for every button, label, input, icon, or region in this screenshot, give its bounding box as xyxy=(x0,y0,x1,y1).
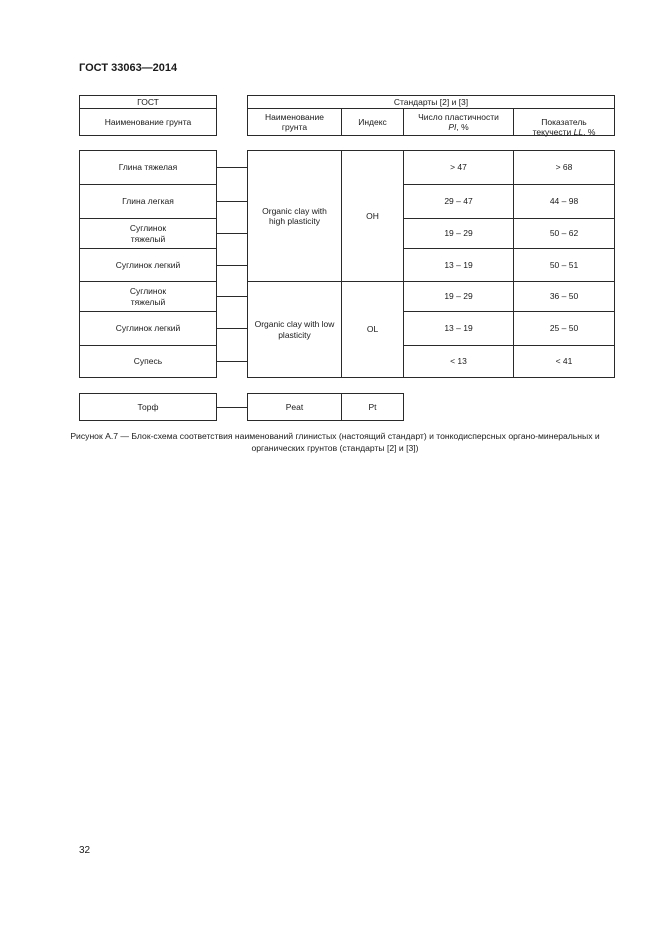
gost-peat-box xyxy=(79,393,217,421)
standards-header-label: Стандарты [2] и [3] xyxy=(393,96,469,107)
gost-soil-label: Супесь xyxy=(133,356,163,367)
std-peat-name-box xyxy=(247,393,342,421)
pi-cell xyxy=(403,345,514,378)
gost-soil-box xyxy=(79,311,217,346)
ll-header xyxy=(513,108,615,136)
pi-header-unit-line xyxy=(448,122,468,132)
pi-header-text: Число пластичности xyxy=(418,111,499,122)
ll-cell xyxy=(513,345,615,378)
pi-cell xyxy=(403,281,514,312)
std-peat-name-label: Peat xyxy=(285,401,304,412)
pi-value: 13 – 19 xyxy=(444,323,473,334)
pi-cell xyxy=(403,184,514,219)
gost-soil-box xyxy=(79,184,217,219)
pi-header-symbol: PI xyxy=(448,122,457,132)
ll-value: 36 – 50 xyxy=(549,291,579,302)
standards-header xyxy=(247,95,615,109)
ll-cell xyxy=(513,281,615,312)
ll-value: 25 – 50 xyxy=(549,323,579,334)
gost-peat-label: Торф xyxy=(137,401,159,412)
pi-cell xyxy=(403,311,514,346)
gost-soil-name-header xyxy=(79,108,217,136)
gost-soil-label: Глина тяжелая xyxy=(118,162,178,173)
std-group-index-box xyxy=(341,150,404,282)
pi-header xyxy=(403,108,514,136)
connector-line xyxy=(217,407,247,408)
pi-cell xyxy=(403,218,514,249)
std-name-header-label: Наименование грунта xyxy=(265,111,324,132)
gost-soil-label: Глина легкая xyxy=(122,196,174,207)
gost-header xyxy=(79,95,217,109)
pi-cell xyxy=(403,248,514,282)
std-group-index-label: OL xyxy=(366,324,379,335)
std-group-name-box xyxy=(247,150,342,282)
connector-line xyxy=(217,233,247,234)
std-group-index-box xyxy=(341,281,404,378)
std-peat-index-box xyxy=(341,393,404,421)
ll-value: < 41 xyxy=(555,356,573,367)
connector-line xyxy=(217,328,247,329)
connector-line xyxy=(217,265,247,266)
gost-soil-box xyxy=(79,218,217,249)
ll-value: 50 – 51 xyxy=(549,259,579,270)
page-number: 32 xyxy=(79,845,91,856)
std-group-name-box xyxy=(247,281,342,378)
pi-value: 29 – 47 xyxy=(444,196,473,207)
gost-soil-box xyxy=(79,281,217,312)
pi-value: < 13 xyxy=(450,356,467,367)
ll-cell xyxy=(513,184,615,219)
gost-soil-box xyxy=(79,248,217,282)
gost-soil-label: Суглинок тяжелый xyxy=(129,286,167,307)
document-title: ГОСТ 33063—2014 xyxy=(79,62,178,74)
std-index-header xyxy=(341,108,404,136)
pi-value: > 47 xyxy=(450,162,467,173)
pi-cell xyxy=(403,150,514,185)
std-group-name-label: Organic clay with low plasticity xyxy=(254,319,335,340)
gost-soil-box xyxy=(79,150,217,185)
connector-line xyxy=(217,296,247,297)
ll-cell xyxy=(513,311,615,346)
ll-value: 44 – 98 xyxy=(549,196,579,207)
pi-value: 13 – 19 xyxy=(444,259,473,270)
gost-soil-label: Суглинок легкий xyxy=(115,323,181,334)
ll-value: > 68 xyxy=(555,162,573,173)
ll-header-symbol: LL xyxy=(571,127,584,137)
ll-header-text: Показатель текучести LL, % xyxy=(532,116,596,137)
gost-header-label: ГОСТ xyxy=(137,96,159,107)
figure-caption: Рисунок А.7 — Блок-схема соответствия наименований глинистых (настоящий стандарт) и тонкодисперсных органо-минеральных и органических грунтов (стандарты [2] и [3]) xyxy=(70,431,600,453)
connector-line xyxy=(217,361,247,362)
gost-soil-box xyxy=(79,345,217,378)
ll-cell xyxy=(513,248,615,282)
ll-value: 50 – 62 xyxy=(549,228,579,239)
connector-line xyxy=(217,167,247,168)
ll-header-unit: , % xyxy=(583,127,596,137)
std-peat-index-label: Pt xyxy=(368,401,377,412)
pi-header-unit: , % xyxy=(456,122,469,132)
connector-line xyxy=(217,201,247,202)
gost-soil-label: Суглинок легкий xyxy=(115,259,181,270)
pi-value: 19 – 29 xyxy=(444,291,473,302)
ll-cell xyxy=(513,150,615,185)
std-index-header-label: Индекс xyxy=(358,116,387,127)
std-group-index-label: OH xyxy=(366,210,379,221)
pi-value: 19 – 29 xyxy=(444,228,473,239)
gost-soil-label: Суглинок тяжелый xyxy=(129,223,167,244)
ll-cell xyxy=(513,218,615,249)
std-name-header xyxy=(247,108,342,136)
std-group-name-label: Organic clay with high plasticity xyxy=(262,205,327,226)
gost-soil-name-header-label: Наименование грунта xyxy=(104,116,192,127)
